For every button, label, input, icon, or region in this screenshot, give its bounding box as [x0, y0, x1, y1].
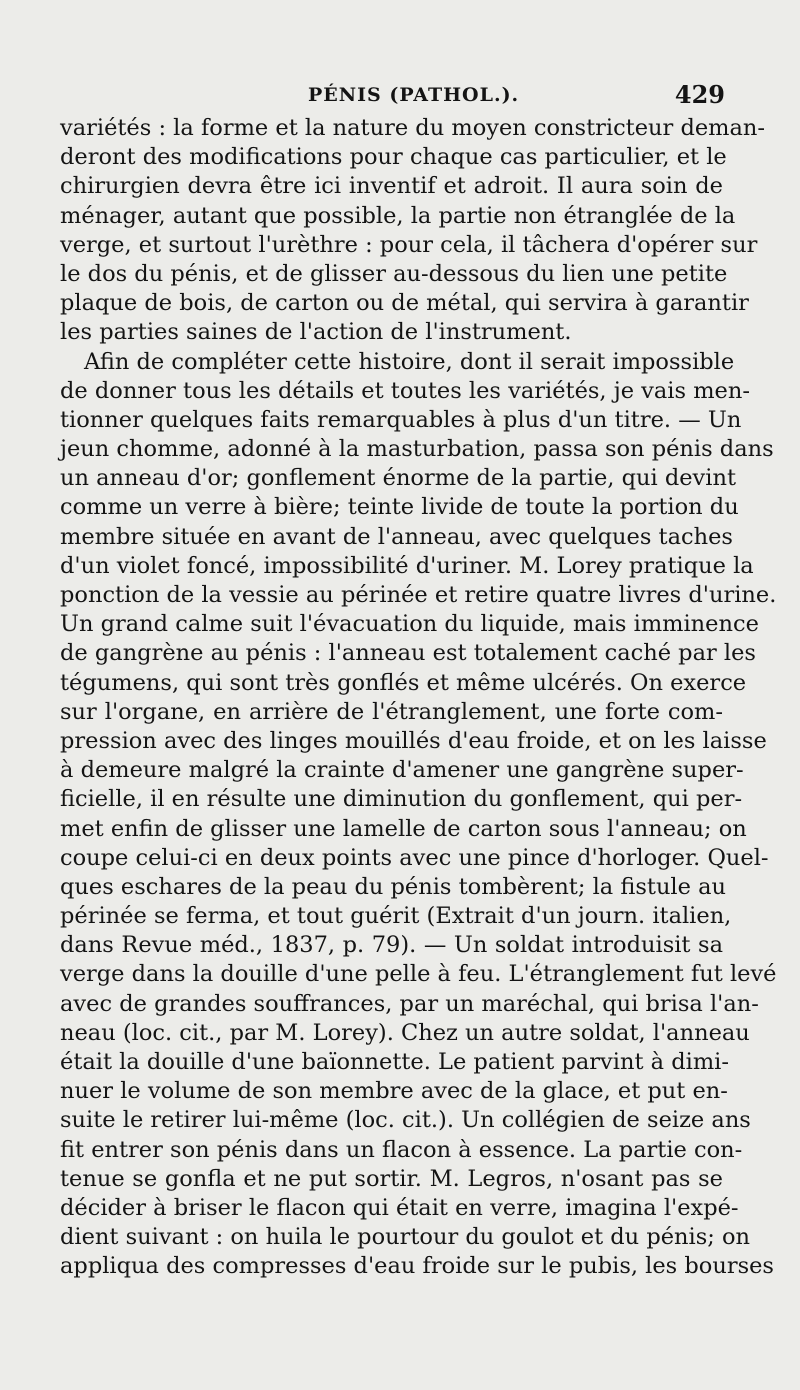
text-line: chirurgien devra être ici inventif et adroit. Il aura soin de [60, 173, 723, 200]
text-line: était la douille d'une baïonnette. Le patient parvint à dimi- [60, 1049, 729, 1075]
text-line: d'un violet foncé, impossibilité d'uriner. M. Lorey pratique la [60, 552, 754, 579]
text-line: sur l'organe, en arrière de l'étranglement, une forte com- [60, 698, 723, 725]
text-line: ficielle, il en résulte une diminution du gonflement, qui per- [60, 786, 743, 813]
text-line: jeun chomme, adonné à la masturbation, passa son pénis dans [60, 436, 774, 463]
text-line: dient suivant : on huila le pourtour du goulot et du pénis; on [60, 1224, 751, 1251]
text-line: de donner tous les détails et toutes les variétés, je vais men- [60, 377, 750, 404]
text-line: un anneau d'or; gonflement énorme de la partie, qui devint [60, 465, 736, 492]
text-line: avec de grandes souffrances, par un maréchal, qui brisa l'an- [60, 990, 759, 1017]
text-line: ques eschares de la peau du pénis tombèrent; la fistule au [60, 873, 727, 900]
text-line: fit entrer son pénis dans un flacon à essence. La partie con- [60, 1136, 743, 1163]
text-line: le dos du pénis, et de glisser au-dessous du lien une petite [60, 260, 728, 287]
text-line: à demeure malgré la crainte d'amener une gangrène super- [60, 757, 744, 784]
page-header [60, 78, 725, 114]
text-line: Afin de compléter cette histoire, dont il serait impossible [84, 348, 735, 375]
text-line: coupe celui-ci en deux points avec une pince d'horloger. Quel- [60, 844, 769, 871]
text-line: pression avec des linges mouillés d'eau froide, et on les laisse [60, 727, 767, 754]
text-line: deront des modifications pour chaque cas particulier, et le [60, 144, 727, 171]
text-line: met enfin de glisser une lamelle de carton sous l'anneau; on [60, 815, 747, 842]
text-line: ménager, autant que possible, la partie non étranglée de la [60, 202, 736, 229]
text-line: membre située en avant de l'anneau, avec quelques taches [60, 523, 733, 550]
text-line: Un grand calme suit l'évacuation du liquide, mais imminence [60, 611, 759, 638]
text-line: nuer le volume de son membre avec de la glace, et put en- [60, 1078, 728, 1105]
text-line: périnée se ferma, et tout guérit (Extrait d'un journ. italien, [60, 903, 732, 930]
text-line: décider à briser le flacon qui était en verre, imagina l'expé- [60, 1194, 739, 1221]
text-line: comme un verre à bière; teinte livide de toute la portion du [60, 494, 739, 521]
text-line: les parties saines de l'action de l'instrument. [60, 319, 572, 346]
body-text [60, 114, 777, 1282]
text-line: verge dans la douille d'une pelle à feu. L'étranglement fut levé [60, 961, 777, 988]
text-line: ponction de la vessie au périnée et retire quatre livres d'urine. [60, 582, 777, 608]
text-line: verge, et surtout l'urèthre : pour cela, il tâchera d'opérer sur [60, 231, 758, 258]
page-number: 429 [674, 80, 725, 109]
text-line: tionner quelques faits remarquables à plus d'un titre. — Un [60, 406, 742, 433]
text-line: tégumens, qui sont très gonflés et même ulcérés. On exerce [60, 669, 747, 696]
text-line: neau (loc. cit., par M. Lorey). Chez un autre soldat, l'anneau [60, 1019, 750, 1046]
text-line: dans Revue méd., 1837, p. 79). — Un soldat introduisit sa [60, 932, 723, 959]
running-title: PÉNIS (PATHOL.). [308, 84, 520, 106]
text-line: suite le retirer lui-même (loc. cit.). Un collégien de seize ans [60, 1107, 751, 1134]
text-line: tenue se gonfla et ne put sortir. M. Legros, n'osant pas se [60, 1165, 723, 1192]
text-line: plaque de bois, de carton ou de métal, qui servira à garantir [60, 290, 749, 317]
text-line: de gangrène au pénis : l'anneau est totalement caché par les [60, 640, 756, 667]
text-line: variétés : la forme et la nature du moyen constricteur deman- [60, 115, 766, 141]
text-line: appliqua des compresses d'eau froide sur le pubis, les bourses [60, 1253, 774, 1280]
